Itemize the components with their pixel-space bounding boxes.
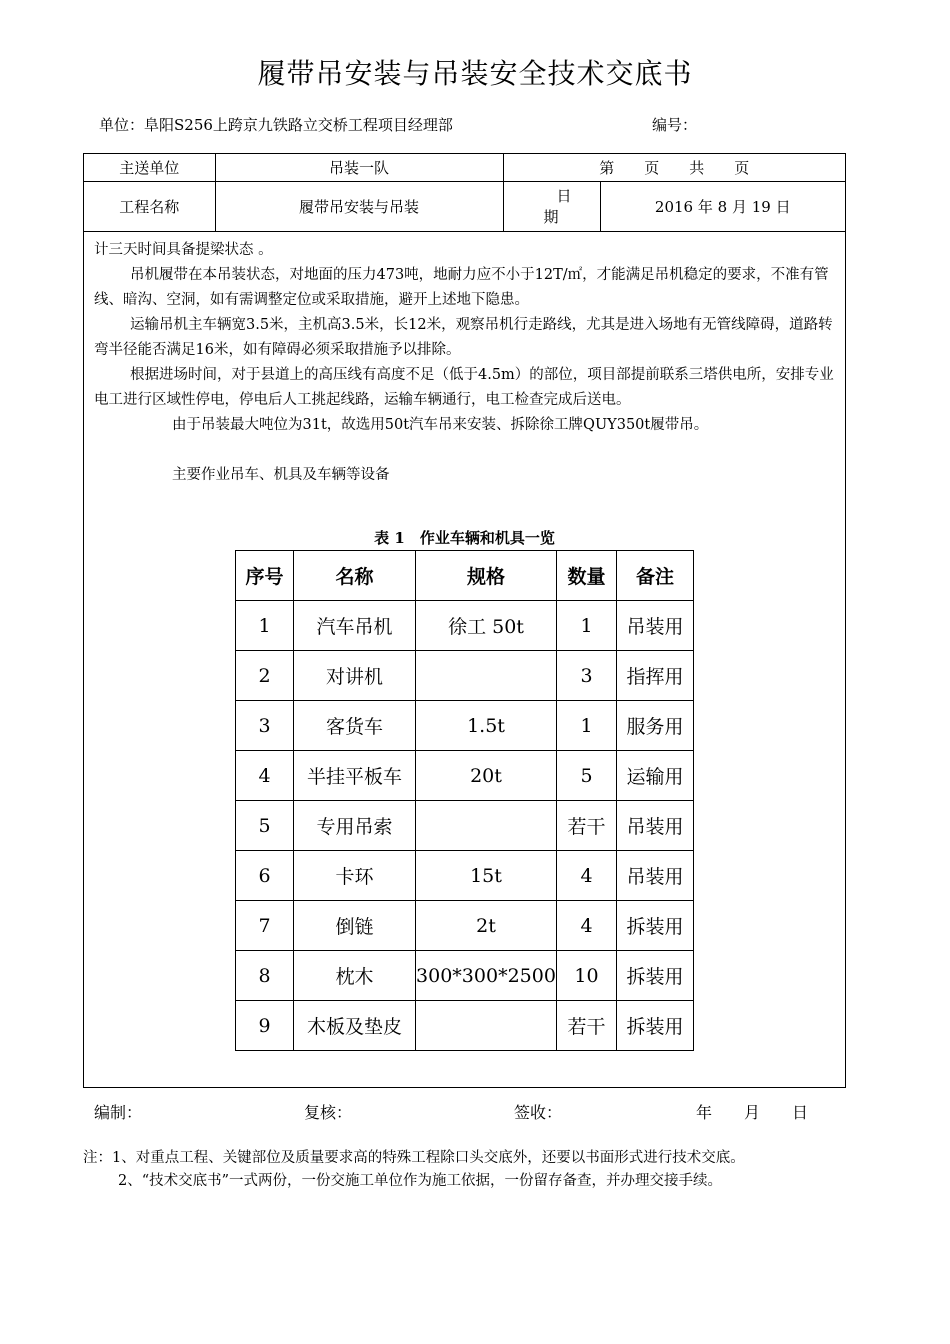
paragraph-1: 计三天时间具备提梁状态 。 xyxy=(94,242,273,258)
cell-spec xyxy=(416,801,557,851)
unit-line: 单位：阜阳S256上跨京九铁路立交桥工程项目经理部 xyxy=(99,116,453,134)
cell-spec: 15t xyxy=(416,851,557,901)
cell-qty: 1 xyxy=(557,701,617,751)
col-header-name: 名称 xyxy=(294,551,416,601)
reviewed-by-label: 复核： xyxy=(304,1103,353,1122)
cell-remark: 拆装用 xyxy=(617,951,694,1001)
prepared-by-label: 编制： xyxy=(94,1103,143,1122)
paragraph-4: 根据进场时间，对于县道上的高压线有高度不足（低于4.5m）的部位，项目部提前联系三塔供电所，安排专业电工进行区域性停电，停电后人工挑起线路，运输车辆通行，电工检查完成后送电。 xyxy=(94,367,834,408)
cell-index: 8 xyxy=(236,951,294,1001)
equipment-table xyxy=(235,550,694,1051)
table-row xyxy=(236,801,694,851)
cell-qty: 1 xyxy=(557,601,617,651)
cell-name: 对讲机 xyxy=(294,651,416,701)
cell-index: 1 xyxy=(236,601,294,651)
table-row xyxy=(236,751,694,801)
date-label-line1: 日 xyxy=(556,187,572,205)
cell-qty: 3 xyxy=(557,651,617,701)
cell-name: 专用吊索 xyxy=(294,801,416,851)
cell-qty: 4 xyxy=(557,851,617,901)
cell-name: 半挂平板车 xyxy=(294,751,416,801)
table-row xyxy=(236,1001,694,1051)
cell-remark: 吊装用 xyxy=(617,851,694,901)
cell-spec: 1.5t xyxy=(416,701,557,751)
paragraph-5: 由于吊装最大吨位为31t，故选用50t汽车吊来安装、拆除徐工牌QUY350t履带吊。 xyxy=(172,417,709,433)
cell-remark: 吊装用 xyxy=(617,601,694,651)
paragraph-2: 吊机履带在本吊装状态，对地面的压力473吨，地耐力应不小于12T/㎡，才能满足吊机稳定的要求，不准有管线、暗沟、空洞，如有需调整定位或采取措施，避开上述地下隐患。 xyxy=(94,267,829,308)
cell-spec xyxy=(416,1001,557,1051)
cell-qty: 若干 xyxy=(557,801,617,851)
sender-value: 吊装一队 xyxy=(215,154,503,181)
table-row xyxy=(236,651,694,701)
cell-remark: 吊装用 xyxy=(617,801,694,851)
note-2: 2、“技术交底书”一式两份，一份交施工单位作为施工依据，一份留存备查，并办理交接手续。 xyxy=(118,1173,723,1189)
cell-qty: 4 xyxy=(557,901,617,951)
number-label: 编号： xyxy=(652,116,698,134)
table-row xyxy=(236,701,694,751)
cell-index: 3 xyxy=(236,701,294,751)
cell-spec: 20t xyxy=(416,751,557,801)
signature-date-label: 年 月 日 xyxy=(696,1103,809,1122)
cell-remark: 拆装用 xyxy=(617,901,694,951)
received-by-label: 签收： xyxy=(514,1103,563,1122)
cell-index: 9 xyxy=(236,1001,294,1051)
paragraph-6: 主要作业吊车、机具及车辆等设备 xyxy=(172,467,390,483)
project-label: 工程名称 xyxy=(84,181,215,231)
table-row xyxy=(236,601,694,651)
cell-remark: 运输用 xyxy=(617,751,694,801)
table-row xyxy=(236,851,694,901)
cell-spec xyxy=(416,651,557,701)
body-text xyxy=(94,238,839,488)
note-1: 注：1、对重点工程、关键部位及质量要求高的特殊工程除口头交底外，还要以书面形式进行技术交底。 xyxy=(83,1150,745,1166)
cell-spec: 徐工 50t xyxy=(416,601,557,651)
col-header-remark: 备注 xyxy=(617,551,694,601)
project-value: 履带吊安装与吊装 xyxy=(215,181,503,231)
cell-index: 7 xyxy=(236,901,294,951)
col-header-spec: 规格 xyxy=(416,551,557,601)
cell-remark: 服务用 xyxy=(617,701,694,751)
cell-remark: 拆装用 xyxy=(617,1001,694,1051)
table-caption: 表 1 作业车辆和机具一览 xyxy=(374,529,555,547)
cell-index: 5 xyxy=(236,801,294,851)
cell-name: 卡环 xyxy=(294,851,416,901)
cell-remark: 指挥用 xyxy=(617,651,694,701)
date-label-line2: 期 xyxy=(543,208,559,226)
cell-index: 6 xyxy=(236,851,294,901)
table-row xyxy=(236,951,694,1001)
cell-spec: 2t xyxy=(416,901,557,951)
disclosure-form xyxy=(83,153,846,1088)
col-header-index: 序号 xyxy=(236,551,294,601)
cell-qty: 10 xyxy=(557,951,617,1001)
date-value: 2016 年 8 月 19 日 xyxy=(600,181,845,231)
cell-name: 客货车 xyxy=(294,701,416,751)
cell-qty: 5 xyxy=(557,751,617,801)
cell-name: 枕木 xyxy=(294,951,416,1001)
cell-name: 汽车吊机 xyxy=(294,601,416,651)
cell-name: 倒链 xyxy=(294,901,416,951)
document-title: 履带吊安装与吊装安全技术交底书 xyxy=(257,57,693,90)
date-label xyxy=(503,181,600,231)
cell-spec: 300*300*2500 xyxy=(416,951,557,1001)
paragraph-3: 运输吊机主车辆宽3.5米，主机高3.5米，长12米，观察吊机行走路线，尤其是进入场地有无管线障碍，道路转弯半径能否满足16米，如有障碍必须采取措施予以排除。 xyxy=(94,317,833,358)
cell-index: 4 xyxy=(236,751,294,801)
cell-qty: 若干 xyxy=(557,1001,617,1051)
table-row xyxy=(236,901,694,951)
page-count: 第 页 共 页 xyxy=(503,154,845,181)
header-table xyxy=(84,154,845,232)
col-header-qty: 数量 xyxy=(557,551,617,601)
sender-label: 主送单位 xyxy=(84,154,215,181)
cell-name: 木板及垫皮 xyxy=(294,1001,416,1051)
cell-index: 2 xyxy=(236,651,294,701)
